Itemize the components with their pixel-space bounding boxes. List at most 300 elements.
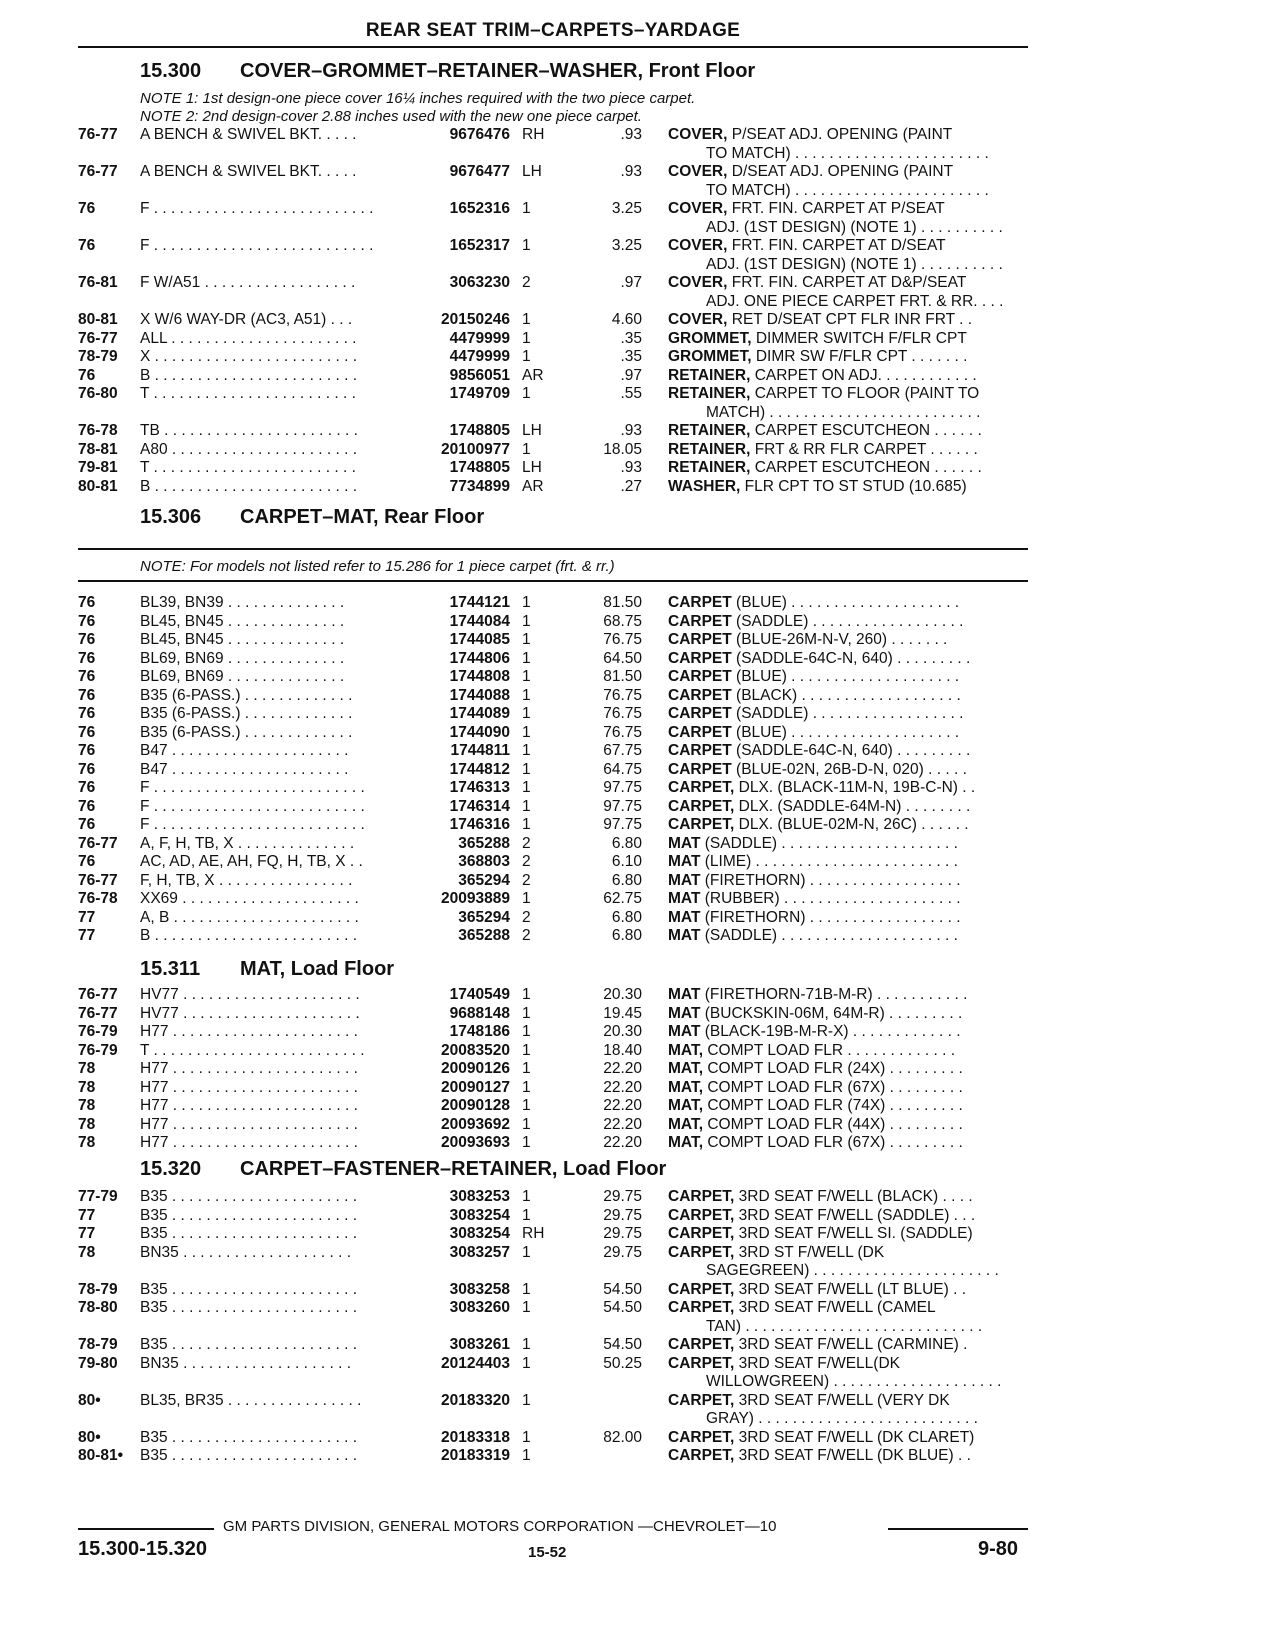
page-title: REAR SEAT TRIM–CARPETS–YARDAGE <box>365 20 741 41</box>
description-text: 3RD SEAT F/WELL SI. (SADDLE) <box>734 1225 973 1242</box>
description-text: DLX. (BLACK-11M-N, 19B-C-N) . . <box>734 779 976 796</box>
description-cell <box>668 163 1026 200</box>
year-cell: 80-81• <box>78 1447 124 1464</box>
table-row <box>0 367 1280 386</box>
price-cell: 22.20 <box>603 1060 642 1077</box>
description-keyword: MAT, <box>668 1060 704 1077</box>
part-number-cell: 1744084 <box>449 612 510 630</box>
table-row <box>0 779 1280 798</box>
quantity-cell: 2 <box>522 871 531 889</box>
description-keyword: CARPET, <box>668 1391 735 1409</box>
description-text: (BUCKSKIN-06M, 64M-R) . . . . . . . . . <box>700 1004 963 1022</box>
description-text: FRT. FIN. CARPET AT D/SEAT <box>727 237 946 254</box>
section-note: NOTE 1: 1st design-one piece cover 16¼ inches required with the two piece carpet. <box>140 90 696 107</box>
price-cell: 54.50 <box>603 1299 642 1316</box>
part-number-cell: 20183318 <box>441 1428 510 1446</box>
table-row <box>0 613 1280 632</box>
section-title: CARPET–MAT, <box>240 506 379 528</box>
footer-rule-right <box>888 1528 1028 1530</box>
footer-range: 15.300-15.320 <box>78 1538 208 1560</box>
quantity-cell: 2 <box>522 853 531 870</box>
description-text: COMPT LOAD FLR . . . . . . . . . . . . . <box>703 1041 956 1059</box>
part-number-cell: 4479999 <box>449 348 510 365</box>
part-number-cell: 1748805 <box>449 422 510 439</box>
parts-table <box>0 126 1280 496</box>
quantity-cell: 1 <box>522 723 531 741</box>
table-row <box>0 890 1280 909</box>
model-cell: T . . . . . . . . . . . . . . . . . . . . . . . . <box>140 385 356 402</box>
model-cell: BN35 . . . . . . . . . . . . . . . . . . . . <box>140 1354 352 1372</box>
model-cell: F . . . . . . . . . . . . . . . . . . . . . . . . . . <box>140 237 374 254</box>
part-number-cell: 1652316 <box>449 200 510 217</box>
part-number-cell: 3083254 <box>449 1225 510 1242</box>
price-cell: .93 <box>620 163 642 180</box>
description-cell <box>668 687 1026 706</box>
table-row <box>0 816 1280 835</box>
price-cell: 6.80 <box>611 834 642 852</box>
year-cell: 76 <box>78 631 96 648</box>
quantity-cell: 1 <box>522 311 531 328</box>
description-cell <box>668 650 1026 669</box>
description-keyword: MAT <box>668 1023 701 1040</box>
part-number-cell: 365294 <box>458 871 510 889</box>
section-note: NOTE: For models not listed refer to 15.286 for 1 piece carpet (frt. & rr.) <box>140 558 615 575</box>
year-cell: 76 <box>78 649 96 667</box>
part-number-cell: 1740549 <box>449 986 510 1003</box>
description-text: FRT & RR FLR CARPET . . . . . . <box>750 440 978 458</box>
description-keyword: CARPET, <box>668 1447 735 1464</box>
price-cell: 54.50 <box>603 1336 642 1353</box>
description-keyword: CARPET <box>668 705 732 722</box>
description-text: DIMMER SWITCH F/FLR CPT <box>751 329 967 347</box>
price-cell: 19.45 <box>603 1004 642 1022</box>
description-keyword: CARPET, <box>668 816 735 833</box>
quantity-cell: 1 <box>522 760 531 778</box>
description-text: 3RD SEAT F/WELL (BLACK) . . . . <box>734 1188 973 1205</box>
year-cell: 76 <box>78 760 96 778</box>
model-cell: B35 (6-PASS.) . . . . . . . . . . . . . <box>140 686 353 704</box>
description-keyword: CARPET, <box>668 1206 735 1224</box>
part-number-cell: 9688148 <box>449 1004 510 1022</box>
description-keyword: MAT <box>668 871 701 889</box>
description-cell <box>668 724 1026 743</box>
description-text: (BLUE) . . . . . . . . . . . . . . . . . . . . <box>731 723 960 741</box>
table-row <box>0 798 1280 817</box>
part-number-cell: 3083261 <box>449 1336 510 1353</box>
quantity-cell: RH <box>522 126 545 143</box>
section-heading <box>140 958 394 981</box>
description-text: (BLUE) . . . . . . . . . . . . . . . . . . . . <box>731 668 960 685</box>
footer-page-number: 15-52 <box>528 1544 567 1561</box>
quantity-cell: 1 <box>522 1004 531 1022</box>
description-cell <box>668 367 1026 386</box>
table-row <box>0 348 1280 367</box>
table-row <box>0 200 1280 237</box>
description-text: COMPT LOAD FLR (44X) . . . . . . . . . <box>703 1115 963 1133</box>
description-keyword: CARPET <box>668 594 732 611</box>
year-cell: 78 <box>78 1078 96 1096</box>
price-cell: 6.80 <box>611 927 642 944</box>
description-cell <box>668 613 1026 632</box>
part-number-cell: 7734899 <box>449 477 510 495</box>
quantity-cell: 1 <box>522 385 531 402</box>
description-cell <box>668 459 1026 478</box>
table-row <box>0 330 1280 349</box>
table-row <box>0 705 1280 724</box>
description-keyword: RETAINER, <box>668 385 751 402</box>
section-rule <box>78 580 1028 582</box>
part-number-cell: 365288 <box>458 927 510 944</box>
price-cell: 76.75 <box>603 631 642 648</box>
quantity-cell: 1 <box>522 705 531 722</box>
year-cell: 76 <box>78 366 96 384</box>
description-cell <box>668 631 1026 650</box>
description-cell <box>668 330 1026 349</box>
quantity-cell: 1 <box>522 440 531 458</box>
model-cell: H77 . . . . . . . . . . . . . . . . . . . . . . <box>140 1097 358 1114</box>
part-number-cell: 365294 <box>458 908 510 926</box>
year-cell: 80-81 <box>78 477 118 495</box>
description-keyword: MAT <box>668 986 701 1003</box>
table-row <box>0 441 1280 460</box>
description-keyword: COVER, <box>668 126 728 143</box>
part-number-cell: 1744090 <box>449 723 510 741</box>
description-cell <box>668 1060 1026 1079</box>
section-number: 15.320 <box>140 1158 202 1180</box>
model-cell: BL39, BN39 . . . . . . . . . . . . . . <box>140 594 345 611</box>
description-cell <box>668 441 1026 460</box>
quantity-cell: 1 <box>522 1078 531 1096</box>
price-cell: 6.80 <box>611 908 642 926</box>
section-subtitle: Rear Floor <box>384 506 485 528</box>
price-cell: 81.50 <box>603 668 642 685</box>
year-cell: 76 <box>78 668 96 685</box>
year-cell: 77 <box>78 908 96 926</box>
quantity-cell: 1 <box>522 1188 531 1205</box>
model-cell: B . . . . . . . . . . . . . . . . . . . . . . . . <box>140 366 358 384</box>
model-cell: H77 . . . . . . . . . . . . . . . . . . . . . . <box>140 1115 358 1133</box>
part-number-cell: 1652317 <box>449 237 510 254</box>
description-text: 3RD SEAT F/WELL (LT BLUE) . . <box>734 1280 967 1298</box>
description-keyword: CARPET <box>668 612 732 630</box>
description-cell <box>668 274 1026 311</box>
year-cell: 76 <box>78 686 96 704</box>
price-cell: 18.40 <box>603 1041 642 1059</box>
model-cell: T . . . . . . . . . . . . . . . . . . . . . . . . <box>140 459 356 476</box>
price-cell: 82.00 <box>603 1428 642 1446</box>
quantity-cell: LH <box>522 459 542 476</box>
parts-table <box>0 1188 1280 1466</box>
description-cell <box>668 237 1026 274</box>
description-text: 3RD ST F/WELL (DK <box>734 1243 885 1261</box>
description-text: DLX. (BLUE-02M-N, 26C) . . . . . . <box>734 816 969 833</box>
description-continuation: MATCH) . . . . . . . . . . . . . . . . . . . . . . . . . <box>706 403 981 421</box>
description-cell <box>668 1188 1026 1207</box>
section-title: CARPET–FASTENER–RETAINER, <box>240 1158 558 1180</box>
model-cell: B . . . . . . . . . . . . . . . . . . . . . . . . <box>140 927 358 944</box>
part-number-cell: 20093889 <box>441 890 510 907</box>
parts-table <box>0 594 1280 946</box>
description-cell <box>668 890 1026 909</box>
model-cell: B35 . . . . . . . . . . . . . . . . . . . . . . <box>140 1428 358 1446</box>
quantity-cell: 1 <box>522 329 531 347</box>
description-keyword: COVER, <box>668 200 728 217</box>
description-cell <box>668 1392 1026 1429</box>
price-cell: 97.75 <box>603 816 642 833</box>
part-number-cell: 20090126 <box>441 1060 510 1077</box>
model-cell: H77 . . . . . . . . . . . . . . . . . . . . . . <box>140 1134 358 1151</box>
year-cell: 78 <box>78 1060 96 1077</box>
description-cell <box>668 1097 1026 1116</box>
table-row <box>0 385 1280 422</box>
description-keyword: CARPET, <box>668 1225 735 1242</box>
table-row <box>0 1116 1280 1135</box>
table-row <box>0 422 1280 441</box>
description-keyword: CARPET, <box>668 1299 735 1316</box>
year-cell: 79-81 <box>78 459 118 476</box>
description-cell <box>668 779 1026 798</box>
description-cell <box>668 1079 1026 1098</box>
table-row <box>0 1207 1280 1226</box>
quantity-cell: LH <box>522 422 542 439</box>
model-cell: H77 . . . . . . . . . . . . . . . . . . . . . . <box>140 1078 358 1096</box>
model-cell: ALL . . . . . . . . . . . . . . . . . . . . . . <box>140 329 357 347</box>
year-cell: 78-79 <box>78 348 118 365</box>
quantity-cell: 1 <box>522 890 531 907</box>
model-cell: TB . . . . . . . . . . . . . . . . . . . . . . . <box>140 422 358 439</box>
model-cell: XX69 . . . . . . . . . . . . . . . . . . . . . <box>140 890 359 907</box>
quantity-cell: 1 <box>522 631 531 648</box>
description-keyword: CARPET <box>668 668 732 685</box>
table-row <box>0 311 1280 330</box>
description-cell <box>668 348 1026 367</box>
description-keyword: MAT <box>668 908 701 926</box>
model-cell: AC, AD, AE, AH, FQ, H, TB, X . . <box>140 853 363 870</box>
model-cell: F . . . . . . . . . . . . . . . . . . . . . . . . . <box>140 816 365 833</box>
year-cell: 76-77 <box>78 329 118 347</box>
description-keyword: MAT <box>668 927 701 944</box>
year-cell: 76 <box>78 705 96 722</box>
price-cell: 22.20 <box>603 1078 642 1096</box>
description-keyword: MAT <box>668 890 701 907</box>
description-cell <box>668 1042 1026 1061</box>
description-text: (SADDLE-64C-N, 640) . . . . . . . . . <box>731 649 971 667</box>
table-row <box>0 668 1280 687</box>
model-cell: B35 (6-PASS.) . . . . . . . . . . . . . <box>140 723 353 741</box>
model-cell: B35 . . . . . . . . . . . . . . . . . . . . . . <box>140 1280 358 1298</box>
description-keyword: GROMMET, <box>668 329 752 347</box>
quantity-cell: 2 <box>522 834 531 852</box>
part-number-cell: 20183320 <box>441 1391 510 1409</box>
year-cell: 77 <box>78 1225 96 1242</box>
description-keyword: RETAINER, <box>668 422 751 439</box>
description-cell <box>668 1207 1026 1226</box>
description-continuation: TO MATCH) . . . . . . . . . . . . . . . . . . . . . . . <box>706 181 989 199</box>
description-text: P/SEAT ADJ. OPENING (PAINT <box>727 126 953 143</box>
price-cell: 54.50 <box>603 1280 642 1298</box>
quantity-cell: AR <box>522 477 544 495</box>
price-cell: 81.50 <box>603 594 642 611</box>
description-text: CARPET ON ADJ. . . . . . . . . . . . <box>750 366 977 384</box>
model-cell: BN35 . . . . . . . . . . . . . . . . . . . . <box>140 1243 352 1261</box>
description-keyword: CARPET <box>668 723 732 741</box>
price-cell: .97 <box>620 366 642 384</box>
description-cell <box>668 798 1026 817</box>
model-cell: BL69, BN69 . . . . . . . . . . . . . . <box>140 668 345 685</box>
model-cell: BL35, BR35 . . . . . . . . . . . . . . . . <box>140 1391 362 1409</box>
part-number-cell: 1748186 <box>449 1023 510 1040</box>
model-cell: HV77 . . . . . . . . . . . . . . . . . . . . . <box>140 1004 360 1022</box>
model-cell: A BENCH & SWIVEL BKT. . . . . <box>140 126 357 143</box>
model-cell: BL45, BN45 . . . . . . . . . . . . . . <box>140 612 345 630</box>
year-cell: 76-77 <box>78 163 118 180</box>
description-cell <box>668 1116 1026 1135</box>
description-text: (FIRETHORN) . . . . . . . . . . . . . . . . . . <box>700 908 961 926</box>
price-cell: 29.75 <box>603 1225 642 1242</box>
description-text: D/SEAT ADJ. OPENING (PAINT <box>727 163 954 180</box>
description-text: FRT. FIN. CARPET AT D&P/SEAT <box>727 274 967 291</box>
quantity-cell: 1 <box>522 1115 531 1133</box>
price-cell: 29.75 <box>603 1188 642 1205</box>
quantity-cell: 1 <box>522 1243 531 1261</box>
year-cell: 78-81 <box>78 440 118 458</box>
model-cell: B35 (6-PASS.) . . . . . . . . . . . . . <box>140 705 353 722</box>
part-number-cell: 1746314 <box>449 797 510 815</box>
year-cell: 76-78 <box>78 890 118 907</box>
year-cell: 76 <box>78 723 96 741</box>
description-keyword: CARPET <box>668 742 732 759</box>
model-cell: A, B . . . . . . . . . . . . . . . . . . . . . . <box>140 908 359 926</box>
year-cell: 76 <box>78 853 96 870</box>
quantity-cell: 1 <box>522 200 531 217</box>
description-keyword: CARPET <box>668 649 732 667</box>
price-cell: 22.20 <box>603 1115 642 1133</box>
table-row <box>0 1060 1280 1079</box>
model-cell: A80 . . . . . . . . . . . . . . . . . . . . . . <box>140 440 358 458</box>
quantity-cell: 2 <box>522 908 531 926</box>
model-cell: B47 . . . . . . . . . . . . . . . . . . . . . <box>140 742 349 759</box>
model-cell: B47 . . . . . . . . . . . . . . . . . . . . . <box>140 760 349 778</box>
part-number-cell: 1744812 <box>449 760 510 778</box>
description-text: (SADDLE) . . . . . . . . . . . . . . . . . . <box>731 612 964 630</box>
year-cell: 78-80 <box>78 1299 118 1316</box>
year-cell: 76 <box>78 797 96 815</box>
description-cell <box>668 742 1026 761</box>
description-text: (BLUE) . . . . . . . . . . . . . . . . . . . . <box>731 594 960 611</box>
quantity-cell: 1 <box>522 668 531 685</box>
description-text: DIMR SW F/FLR CPT . . . . . . . <box>751 348 968 365</box>
section-number: 15.300 <box>140 60 202 82</box>
title-rule <box>78 46 1028 48</box>
description-continuation: TO MATCH) . . . . . . . . . . . . . . . . . . . . . . . <box>706 144 989 162</box>
year-cell: 78 <box>78 1097 96 1114</box>
quantity-cell: 1 <box>522 816 531 833</box>
year-cell: 76 <box>78 594 96 611</box>
model-cell: F . . . . . . . . . . . . . . . . . . . . . . . . . <box>140 779 365 796</box>
year-cell: 76 <box>78 612 96 630</box>
description-keyword: MAT, <box>668 1134 704 1151</box>
description-text: (FIRETHORN) . . . . . . . . . . . . . . . . . . <box>700 871 961 889</box>
year-cell: 76 <box>78 237 96 254</box>
quantity-cell: 1 <box>522 742 531 759</box>
description-cell <box>668 927 1026 946</box>
description-text: 3RD SEAT F/WELL (DK BLUE) . . <box>734 1447 971 1464</box>
description-cell <box>668 594 1026 613</box>
footer-rule-left <box>78 1528 214 1530</box>
part-number-cell: 20124403 <box>441 1354 510 1372</box>
description-continuation: ADJ. (1ST DESIGN) (NOTE 1) . . . . . . . . . . <box>706 255 1003 273</box>
quantity-cell: 1 <box>522 1280 531 1298</box>
part-number-cell: 1748805 <box>449 459 510 476</box>
quantity-cell: RH <box>522 1225 545 1242</box>
model-cell: F, H, TB, X . . . . . . . . . . . . . . . . <box>140 871 353 889</box>
year-cell: 77-79 <box>78 1188 118 1205</box>
description-text: FLR CPT TO ST STUD (10.685) <box>740 477 967 495</box>
part-number-cell: 3083253 <box>449 1188 510 1205</box>
year-cell: 76-77 <box>78 871 118 889</box>
part-number-cell: 20090127 <box>441 1078 510 1096</box>
section-heading <box>140 506 484 529</box>
price-cell: 76.75 <box>603 723 642 741</box>
table-row <box>0 872 1280 891</box>
description-text: (RUBBER) . . . . . . . . . . . . . . . . . . . . . <box>700 890 961 907</box>
description-cell <box>668 1023 1026 1042</box>
part-number-cell: 1744089 <box>449 705 510 722</box>
table-row <box>0 631 1280 650</box>
table-row <box>0 163 1280 200</box>
description-keyword: WASHER, <box>668 477 741 495</box>
model-cell: H77 . . . . . . . . . . . . . . . . . . . . . . <box>140 1023 358 1040</box>
description-text: FRT. FIN. CARPET AT P/SEAT <box>727 200 945 217</box>
description-cell <box>668 1244 1026 1281</box>
part-number-cell: 20093692 <box>441 1115 510 1133</box>
part-number-cell: 1744811 <box>450 742 510 759</box>
part-number-cell: 20083520 <box>441 1041 510 1059</box>
part-number-cell: 1749709 <box>449 385 510 402</box>
table-row <box>0 594 1280 613</box>
description-continuation: ADJ. ONE PIECE CARPET FRT. & RR. . . . <box>706 292 1004 310</box>
year-cell: 76-77 <box>78 126 118 143</box>
description-cell <box>668 200 1026 237</box>
model-cell: T . . . . . . . . . . . . . . . . . . . . . . . . . <box>140 1041 365 1059</box>
price-cell: 29.75 <box>603 1243 642 1261</box>
description-keyword: RETAINER, <box>668 440 751 458</box>
part-number-cell: 3083254 <box>449 1206 510 1224</box>
year-cell: 76-79 <box>78 1041 118 1059</box>
description-keyword: CARPET, <box>668 1188 735 1205</box>
description-cell <box>668 835 1026 854</box>
description-text: 3RD SEAT F/WELL (SADDLE) . . . <box>734 1206 976 1224</box>
price-cell: .97 <box>620 274 642 291</box>
price-cell: 76.75 <box>603 686 642 704</box>
description-cell <box>668 1447 1026 1466</box>
quantity-cell: 1 <box>522 1428 531 1446</box>
description-keyword: COVER, <box>668 163 728 180</box>
table-row <box>0 1005 1280 1024</box>
model-cell: X W/6 WAY-DR (AC3, A51) . . . <box>140 311 353 328</box>
description-keyword: CARPET <box>668 631 732 648</box>
quantity-cell: 1 <box>522 797 531 815</box>
table-row <box>0 909 1280 928</box>
table-row <box>0 853 1280 872</box>
description-keyword: CARPET, <box>668 1428 735 1446</box>
table-row <box>0 1392 1280 1429</box>
description-keyword: MAT, <box>668 1041 704 1059</box>
table-row <box>0 687 1280 706</box>
part-number-cell: 1744088 <box>449 686 510 704</box>
description-text: (SADDLE) . . . . . . . . . . . . . . . . . . . . . <box>700 834 958 852</box>
year-cell: 78 <box>78 1134 96 1151</box>
